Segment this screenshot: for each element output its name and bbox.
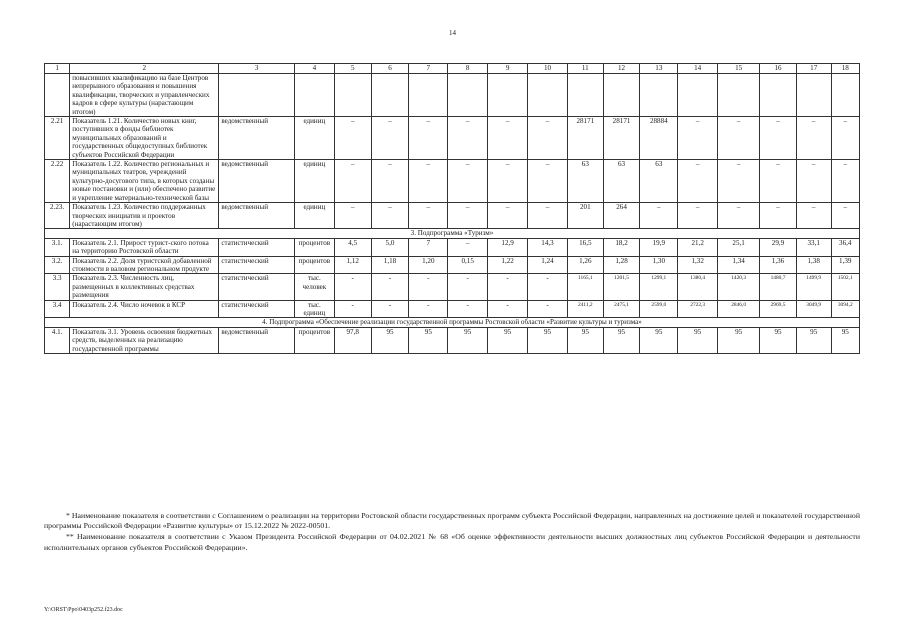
value-cell: – <box>409 117 448 160</box>
header-cell: 5 <box>334 64 371 74</box>
value-cell: 1,36 <box>760 256 797 274</box>
value-cell: – <box>528 160 568 203</box>
value-cell: – <box>371 117 409 160</box>
section-title: 3. Подпрограмма «Туризм» <box>45 229 860 238</box>
value-cell: - <box>371 274 409 300</box>
value-cell: – <box>448 117 488 160</box>
value-cell: 1,34 <box>718 256 760 274</box>
value-cell: 12,9 <box>488 238 528 256</box>
header-cell: 13 <box>640 64 678 74</box>
value-cell: – <box>409 160 448 203</box>
indicator-name: Показатель 2.4. Число ночевок в КСР <box>70 300 219 318</box>
value-cell: 18,2 <box>603 238 640 256</box>
value-cell: 19,9 <box>640 238 678 256</box>
value-cell: 2599,0 <box>640 300 678 318</box>
table-row <box>45 300 860 318</box>
table-row <box>45 160 860 203</box>
table-row <box>45 327 860 353</box>
value-cell: – <box>448 203 488 229</box>
value-cell: 95 <box>371 327 409 353</box>
unit-cell: единиц <box>294 117 334 160</box>
unit-cell: процентов <box>294 238 334 256</box>
indicator-type: статистический <box>219 274 295 300</box>
indicators-table <box>44 63 860 354</box>
footnotes <box>44 511 860 554</box>
value-cell: – <box>831 160 859 203</box>
value-cell: 95 <box>760 327 797 353</box>
value-cell: 4,5 <box>334 238 371 256</box>
row-number: 3.4 <box>45 300 70 318</box>
row-number: 2.23. <box>45 203 70 229</box>
header-cell: 9 <box>488 64 528 74</box>
value-cell: 21,2 <box>678 238 718 256</box>
value-cell: – <box>796 160 831 203</box>
indicator-type: статистический <box>219 256 295 274</box>
value-cell: – <box>448 160 488 203</box>
row-number: 2.22 <box>45 160 70 203</box>
value-cell: 1499,9 <box>796 274 831 300</box>
unit-cell: тыс. единиц <box>294 300 334 318</box>
value-cell: – <box>718 203 760 229</box>
value-cell: 63 <box>640 160 678 203</box>
value-cell: - <box>371 300 409 318</box>
value-cell: 36,4 <box>831 238 859 256</box>
value-cell: 95 <box>718 327 760 353</box>
page-number: 14 <box>449 29 456 37</box>
value-cell: 1502,1 <box>831 274 859 300</box>
value-cell: 264 <box>603 203 640 229</box>
header-cell: 10 <box>528 64 568 74</box>
header-cell: 16 <box>760 64 797 74</box>
table-row <box>45 274 860 300</box>
table-row <box>45 238 860 256</box>
value-cell: 95 <box>678 327 718 353</box>
value-cell: – <box>488 117 528 160</box>
value-cell: - <box>409 274 448 300</box>
value-cell: - <box>488 274 528 300</box>
value-cell: 28884 <box>640 117 678 160</box>
value-cell: – <box>371 160 409 203</box>
header-cell: 7 <box>409 64 448 74</box>
table-row <box>45 203 860 229</box>
value-cell: 1380,4 <box>678 274 718 300</box>
indicator-type: ведомственный <box>219 117 295 160</box>
value-cell: 1,20 <box>409 256 448 274</box>
indicator-name: повысивших квалификацию на базе Центров непрерывного образования и повышения квалификации, творческих и управленческих кадров в сфере культуры (нарастающим итогом) <box>70 74 219 117</box>
value-cell: 201 <box>567 203 603 229</box>
value-cell: 7 <box>409 238 448 256</box>
header-cell: 14 <box>678 64 718 74</box>
value-cell: 2411,2 <box>567 300 603 318</box>
value-cell: 1,24 <box>528 256 568 274</box>
value-cell: 2969,5 <box>760 300 797 318</box>
value-cell: 16,5 <box>567 238 603 256</box>
indicator-name: Показатель 2.2. Доля туристской добавленной стоимости в валовом региональном продукте <box>70 256 219 274</box>
header-cell: 4 <box>294 64 334 74</box>
value-cell: – <box>718 160 760 203</box>
value-cell: 1,12 <box>334 256 371 274</box>
row-number: 3.3 <box>45 274 70 300</box>
file-path: Y:\ORST\Ppo\0403p252.f23.doc <box>44 607 123 613</box>
header-cell: 18 <box>831 64 859 74</box>
section-title: 4. Подпрограмма «Обеспечение реализации государственной программы Ростовской области «Развитие культуры и туризма» <box>45 318 860 327</box>
indicator-type: ведомственный <box>219 160 295 203</box>
indicator-name: Показатель 3.1. Уровень освоения бюджетных средств, выделенных на реализацию государственной программы <box>70 327 219 353</box>
indicator-name: Показатель 1.22. Количество региональных и муниципальных театров, учреждений культурно-досугового типа, в которых созданы новые постановки и (или) обеспечено развитие и укрепление материально-технической базы <box>70 160 219 203</box>
value-cell: 2722,3 <box>678 300 718 318</box>
row-number: 3.2. <box>45 256 70 274</box>
unit-cell: процентов <box>294 327 334 353</box>
value-cell: 1,28 <box>603 256 640 274</box>
value-cell: – <box>334 117 371 160</box>
value-cell: – <box>796 117 831 160</box>
value-cell: 1,30 <box>640 256 678 274</box>
value-cell: 95 <box>640 327 678 353</box>
value-cell: – <box>488 160 528 203</box>
value-cell: 95 <box>409 327 448 353</box>
value-cell: 2475,1 <box>603 300 640 318</box>
table-row <box>45 256 860 274</box>
indicator-type: ведомственный <box>219 203 295 229</box>
value-cell: 3049,9 <box>796 300 831 318</box>
row-number: 3.1. <box>45 238 70 256</box>
value-cell: - <box>334 300 371 318</box>
value-cell: 1,22 <box>488 256 528 274</box>
indicator-name: Показатель 1.23. Количество поддержанных творческих инициатив и проектов (нарастающим итогом) <box>70 203 219 229</box>
row-number: 4.1. <box>45 327 70 353</box>
unit-cell: единиц <box>294 160 334 203</box>
value-cell: – <box>528 203 568 229</box>
value-cell: – <box>831 117 859 160</box>
value-cell: 1,26 <box>567 256 603 274</box>
value-cell: 95 <box>528 327 568 353</box>
header-cell: 15 <box>718 64 760 74</box>
header-cell: 2 <box>70 64 219 74</box>
header-cell: 8 <box>448 64 488 74</box>
value-cell: - <box>448 300 488 318</box>
value-cell: – <box>640 203 678 229</box>
indicator-name: Показатель 2.1. Прирост турист-ского потока на территорию Ростовской области <box>70 238 219 256</box>
value-cell: - <box>409 300 448 318</box>
footnote-2: ** Наименование показателя в соответствии с Указом Президента Российской Федерации от 04.02.2021 № 68 «Об оценке эффективности деятельности высших должностных лиц субъектов Российской Федерации и деятельности исполнительных органов субъектов Российской Федерации». <box>44 532 860 552</box>
value-cell: – <box>448 238 488 256</box>
header-cell: 1 <box>45 64 70 74</box>
header-cell: 17 <box>796 64 831 74</box>
value-cell: – <box>760 160 797 203</box>
indicator-type: статистический <box>219 300 295 318</box>
value-cell: – <box>678 117 718 160</box>
section-row <box>45 229 860 238</box>
value-cell: 95 <box>831 327 859 353</box>
value-cell: 1,39 <box>831 256 859 274</box>
value-cell: 3094,2 <box>831 300 859 318</box>
value-cell: 25,1 <box>718 238 760 256</box>
unit-cell: процентов <box>294 256 334 274</box>
value-cell: 95 <box>448 327 488 353</box>
value-cell: 1,38 <box>796 256 831 274</box>
value-cell: - <box>334 274 371 300</box>
header-cell: 3 <box>219 64 295 74</box>
value-cell: – <box>760 203 797 229</box>
value-cell: 29,9 <box>760 238 797 256</box>
value-cell: – <box>718 117 760 160</box>
indicator-name: Показатель 1.21. Количество новых книг, поступивших в фонды библиотек муниципальных образований и государственных общедоступных библиотек субъектов Российской Федерации <box>70 117 219 160</box>
unit-cell: тыс. человек <box>294 274 334 300</box>
value-cell: 95 <box>603 327 640 353</box>
value-cell: 14,3 <box>528 238 568 256</box>
value-cell: 95 <box>567 327 603 353</box>
value-cell: – <box>760 117 797 160</box>
value-cell: 28171 <box>567 117 603 160</box>
footnote-1: * Наименование показателя в соответствии с Соглашением о реализации на территории Ростовской области государственных программ субъекта Российской Федерации, направленных на достижение целей и показателей государственной программы Российской Федерации «Развитие культуры» от 15.12.2022 № 2022-00501. <box>44 511 860 531</box>
value-cell: 63 <box>603 160 640 203</box>
value-cell: 1165,1 <box>567 274 603 300</box>
value-cell: 28171 <box>603 117 640 160</box>
value-cell: 2846,0 <box>718 300 760 318</box>
value-cell: – <box>488 203 528 229</box>
value-cell: – <box>409 203 448 229</box>
section-row <box>45 318 860 327</box>
value-cell: 1,18 <box>371 256 409 274</box>
value-cell: 95 <box>488 327 528 353</box>
header-cell: 11 <box>567 64 603 74</box>
indicator-name: Показатель 2.3. Численность лиц, размещенных в коллективных средствах размещения <box>70 274 219 300</box>
value-cell: – <box>528 117 568 160</box>
table-row <box>45 74 860 117</box>
value-cell: 5,0 <box>371 238 409 256</box>
row-number: 2.21 <box>45 117 70 160</box>
unit-cell: единиц <box>294 203 334 229</box>
value-cell: – <box>796 203 831 229</box>
value-cell: – <box>831 203 859 229</box>
indicator-type: статистический <box>219 238 295 256</box>
value-cell: 63 <box>567 160 603 203</box>
value-cell: – <box>371 203 409 229</box>
value-cell: 97,8 <box>334 327 371 353</box>
header-cell: 6 <box>371 64 409 74</box>
value-cell: 1299,1 <box>640 274 678 300</box>
value-cell: – <box>678 160 718 203</box>
header-row <box>45 64 860 74</box>
indicator-type: ведомственный <box>219 327 295 353</box>
value-cell: – <box>678 203 718 229</box>
value-cell: – <box>334 203 371 229</box>
value-cell: 1,32 <box>678 256 718 274</box>
value-cell: 1201,5 <box>603 274 640 300</box>
value-cell: 1480,7 <box>760 274 797 300</box>
value-cell: - <box>488 300 528 318</box>
table-row <box>45 117 860 160</box>
value-cell: 95 <box>796 327 831 353</box>
value-cell: 1420,3 <box>718 274 760 300</box>
value-cell: - <box>448 274 488 300</box>
value-cell: - <box>528 300 568 318</box>
value-cell: 33,1 <box>796 238 831 256</box>
value-cell: 0,15 <box>448 256 488 274</box>
value-cell: - <box>528 274 568 300</box>
header-cell: 12 <box>603 64 640 74</box>
value-cell: – <box>334 160 371 203</box>
